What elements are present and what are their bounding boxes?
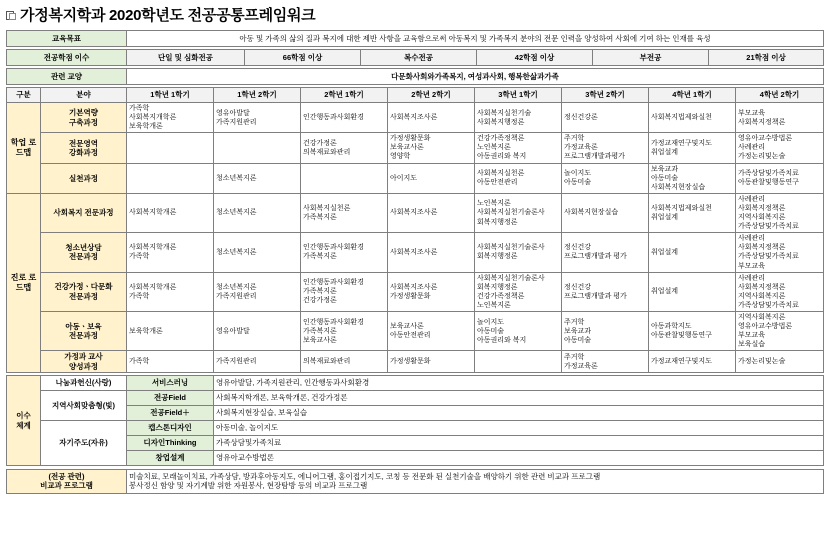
cell-r4-c5: 정신건강 프로그램개발과 평가 [562, 233, 649, 272]
cell-r1-c2: 건강가정론 의복재료와관리 [301, 133, 388, 163]
cell-r2-c6: 보육교과 아동미술 사회복지현장실습 [649, 163, 736, 193]
cell-r5-c3: 사회복지조사론 가정생활문화 [388, 272, 475, 311]
cell-r5-c7: 사례관리 사회복지정책론 지역사회복지론 가족상담및가족치료 [736, 272, 824, 311]
col-header-6: 3학년 1학기 [475, 88, 562, 103]
cell-r7-c3: 가정생활문화 [388, 351, 475, 373]
credits-cell-minor-credits: 21학점 이상 [709, 50, 824, 66]
row-label-6: 아동ㆍ보육 전문과정 [41, 311, 127, 350]
row-label-0: 기본역량 구축과정 [41, 103, 127, 133]
cell-r2-c1: 청소년복지론 [214, 163, 301, 193]
cell-r4-c0: 사회복지학개론 가족학 [127, 233, 214, 272]
cell-r4-c4: 사회복지실천기술론사 회복지행정론 [475, 233, 562, 272]
grid-header-row [7, 88, 824, 103]
cell-r5-c4: 사회복지실천기술론사 회복지행정론 건강가족정책론 노인복지론 [475, 272, 562, 311]
cell-r5-c2: 인간행동과사회환경 가족복지론 건강가정론 [301, 272, 388, 311]
system-value-1-0: 사회복지학개론, 보육학개론, 건강가정론 [214, 391, 824, 406]
table-row [7, 233, 824, 272]
col-header-8: 4학년 1학기 [649, 88, 736, 103]
cell-r0-c4: 사회복지실천기술 사회복지행정론 [475, 103, 562, 133]
cell-r6-c3: 보육교사론 아동안전관리 [388, 311, 475, 350]
table-row [7, 69, 824, 85]
liberal-value: 다문화사회와가족복지, 여성과사회, 행복한삶과가족 [127, 69, 824, 85]
table-row [7, 451, 824, 466]
cell-r0-c5: 정신건강론 [562, 103, 649, 133]
cell-r0-c6: 사회복지법제와실천 [649, 103, 736, 133]
cell-r3-c5: 사회복지현장실습 [562, 193, 649, 232]
goal-label: 교육목표 [7, 31, 127, 47]
cell-r2-c3: 아이지도 [388, 163, 475, 193]
completion-system [6, 375, 824, 466]
table-row [7, 31, 824, 47]
system-side-label: 이수 체계 [7, 376, 41, 466]
col-header-1: 분야 [41, 88, 127, 103]
cell-r1-c1 [214, 133, 301, 163]
cell-r6-c5: 주거학 보육교과 아동미술 [562, 311, 649, 350]
cell-r1-c7: 영유아교수방법론 사례관리 가정논리및논술 [736, 133, 824, 163]
table-row [7, 193, 824, 232]
cell-r5-c5: 정신건강 프로그램개발과 평가 [562, 272, 649, 311]
system-value-1-1: 사회복지현장실습, 보육실습 [214, 406, 824, 421]
table-row [7, 50, 824, 66]
system-row-label-0: 나눔과헌신(사랑) [41, 376, 127, 391]
cell-r4-c6: 취업설계 [649, 233, 736, 272]
extracurricular-value [127, 470, 824, 494]
row-label-4: 청소년상담 전문과정 [41, 233, 127, 272]
cell-r3-c0: 사회복지학개론 [127, 193, 214, 232]
cell-r7-c5: 주거학 가정교육론 [562, 351, 649, 373]
table-row [7, 103, 824, 133]
extracurricular-label-line2: 비교과 프로그램 [40, 481, 93, 491]
col-header-7: 3학년 2학기 [562, 88, 649, 103]
system-tag-2-1: 디자인Thinking [127, 436, 214, 451]
title-bar [0, 0, 830, 30]
summary-tables [6, 30, 824, 85]
cell-r7-c2: 의복재료와관리 [301, 351, 388, 373]
cell-r1-c4: 건강가족정책론 노인복지론 아동권리와 복지 [475, 133, 562, 163]
liberal-arts-table [6, 68, 824, 85]
credits-label: 전공학점 이수 [7, 50, 127, 66]
system-row-label-2: 자기주도(자유) [41, 421, 127, 466]
cell-r3-c7: 사례관리 사회복지정책론 지역사회복지론 가족상담및가족치료 [736, 193, 824, 232]
cell-r4-c7: 사례관리 사회복지정책론 가족상담및가족치료 부모교육 [736, 233, 824, 272]
goal-table [6, 30, 824, 47]
system-tag-0-0: 서비스러닝 [127, 376, 214, 391]
page-title: 가정복지학과 2020학년도 전공공통프레임워크 [20, 7, 316, 24]
system-value-0-0: 영유아발달, 가족지원관리, 인간행동과사회환경 [214, 376, 824, 391]
credits-cell-major: 단일 및 심화전공 [127, 50, 245, 66]
credits-table [6, 49, 824, 66]
table-row [7, 436, 824, 451]
extracurricular-line-0: 미술치료, 모래놀이치료, 가족상담, 방과후아동지도, 에니어그램, 홍이접기지도, 코칭 등 전문화 된 실천기술을 배양하기 위한 관련 비교과 프로그램 [129, 472, 601, 482]
cell-r5-c6: 취업설계 [649, 272, 736, 311]
extracurricular-table [6, 469, 824, 494]
col-header-9: 4학년 2학기 [736, 88, 824, 103]
cell-r6-c7: 지역사회복지론 영유아교수방법론 부모교육 보육실습 [736, 311, 824, 350]
cell-r3-c2: 사회복지실천론 가족복지론 [301, 193, 388, 232]
credits-cell-double-credits: 42학점 이상 [477, 50, 593, 66]
table-row [7, 163, 824, 193]
system-value-2-0: 아동미술, 놀이지도 [214, 421, 824, 436]
group-label-academic: 학업 로드맵 [7, 103, 41, 194]
cell-r3-c6: 사회복지법제와실천 취업설계 [649, 193, 736, 232]
credits-cell-double: 복수전공 [361, 50, 477, 66]
cell-r7-c1: 가족지원관리 [214, 351, 301, 373]
table-row [7, 421, 824, 436]
cell-r2-c5: 놀이지도 아동미술 [562, 163, 649, 193]
col-header-3: 1학년 2학기 [214, 88, 301, 103]
credits-cell-minor: 부전공 [593, 50, 709, 66]
group-label-career: 진로 로드맵 [7, 193, 41, 372]
cell-r2-c0 [127, 163, 214, 193]
table-row [7, 272, 824, 311]
cell-r1-c6: 가정교재연구및지도 취업설계 [649, 133, 736, 163]
cell-r7-c7: 가정논리및논술 [736, 351, 824, 373]
extracurricular-label [7, 470, 127, 494]
cell-r7-c0: 가족학 [127, 351, 214, 373]
extracurricular-line-1: 봉사정신 함양 및 자기계발 위한 자원봉사, 현장탐방 등의 비교과 프로그램 [129, 481, 368, 491]
goal-value: 아동 및 가족의 삶의 질과 복지에 대한 제반 사항을 교육함으로써 아동복지 및 가족복지 분야의 전문 인력을 양성하여 사회에 기여 하는 인재를 육성 [127, 31, 824, 47]
cell-r2-c2 [301, 163, 388, 193]
credits-cell-major-credits: 66학점 이상 [245, 50, 361, 66]
curriculum-table [6, 87, 824, 373]
cell-r6-c6: 아동과학지도 아동관찰및행동연구 [649, 311, 736, 350]
col-header-4: 2학년 1학기 [301, 88, 388, 103]
system-tag-1-1: 전공Field＋ [127, 406, 214, 421]
row-label-7: 가정과 교사 양성과정 [41, 351, 127, 373]
cell-r5-c1: 청소년복지론 가족지원관리 [214, 272, 301, 311]
window-icon [6, 10, 15, 19]
curriculum-grid [6, 87, 824, 373]
cell-r7-c6: 가정교재연구및지도 [649, 351, 736, 373]
table-row [7, 391, 824, 406]
cell-r5-c0: 사회복지학개론 가족학 [127, 272, 214, 311]
table-row [7, 376, 824, 391]
cell-r0-c0: 가족학 사회복지개학론 보육학개론 [127, 103, 214, 133]
cell-r2-c7: 가족상담및가족치료 아동관찰및행동연구 [736, 163, 824, 193]
cell-r6-c0: 보육학개론 [127, 311, 214, 350]
table-row [7, 470, 824, 494]
cell-r4-c2: 인간행동과사회환경 가족복지론 [301, 233, 388, 272]
row-label-1: 전문영역 강화과정 [41, 133, 127, 163]
col-header-2: 1학년 1학기 [127, 88, 214, 103]
cell-r6-c1: 영유아발달 [214, 311, 301, 350]
cell-r1-c3: 가정생활문화 보육교사론 영양학 [388, 133, 475, 163]
col-header-5: 2학년 2학기 [388, 88, 475, 103]
completion-table [6, 375, 824, 466]
table-row [7, 351, 824, 373]
cell-r6-c4: 놀이지도 아동미술 아동권리와 복지 [475, 311, 562, 350]
row-label-5: 건강가정ㆍ다문화 전문과정 [41, 272, 127, 311]
system-tag-1-0: 전공Field [127, 391, 214, 406]
table-row [7, 406, 824, 421]
row-label-3: 사회복지 전문과정 [41, 193, 127, 232]
table-row [7, 311, 824, 350]
row-label-2: 실천과정 [41, 163, 127, 193]
cell-r3-c1: 청소년복지론 [214, 193, 301, 232]
col-header-0: 구분 [7, 88, 41, 103]
extracurricular-label-line1: (전공 관련) [48, 472, 85, 482]
cell-r3-c3: 사회복지조사론 [388, 193, 475, 232]
system-value-2-1: 가족상담및가족치료 [214, 436, 824, 451]
cell-r4-c1: 청소년복지론 [214, 233, 301, 272]
cell-r2-c4: 사회복지실천론 아동안전관리 [475, 163, 562, 193]
cell-r0-c1: 영유아발달 가족지원관리 [214, 103, 301, 133]
cell-r0-c2: 인간행동과사회환경 [301, 103, 388, 133]
system-tag-2-0: 캡스톤디자인 [127, 421, 214, 436]
system-value-2-2: 영유아교수방법론 [214, 451, 824, 466]
system-tag-2-2: 창업설계 [127, 451, 214, 466]
cell-r6-c2: 인간행동과사회환경 가족복지론 보육교사론 [301, 311, 388, 350]
cell-r3-c4: 노인복지론 사회복지실천기술론사 회복지행정론 [475, 193, 562, 232]
system-row-label-1: 지역사회맞춤형(빛) [41, 391, 127, 421]
table-row [7, 133, 824, 163]
cell-r7-c4 [475, 351, 562, 373]
cell-r0-c3: 사회복지조사론 [388, 103, 475, 133]
cell-r0-c7: 부모교육 사회복지정책론 [736, 103, 824, 133]
cell-r4-c3: 사회복지조사론 [388, 233, 475, 272]
extracurricular-section [6, 469, 824, 494]
liberal-label: 관련 교양 [7, 69, 127, 85]
cell-r1-c5: 주거학 가정교육론 프로그램개발과평가 [562, 133, 649, 163]
cell-r1-c0 [127, 133, 214, 163]
